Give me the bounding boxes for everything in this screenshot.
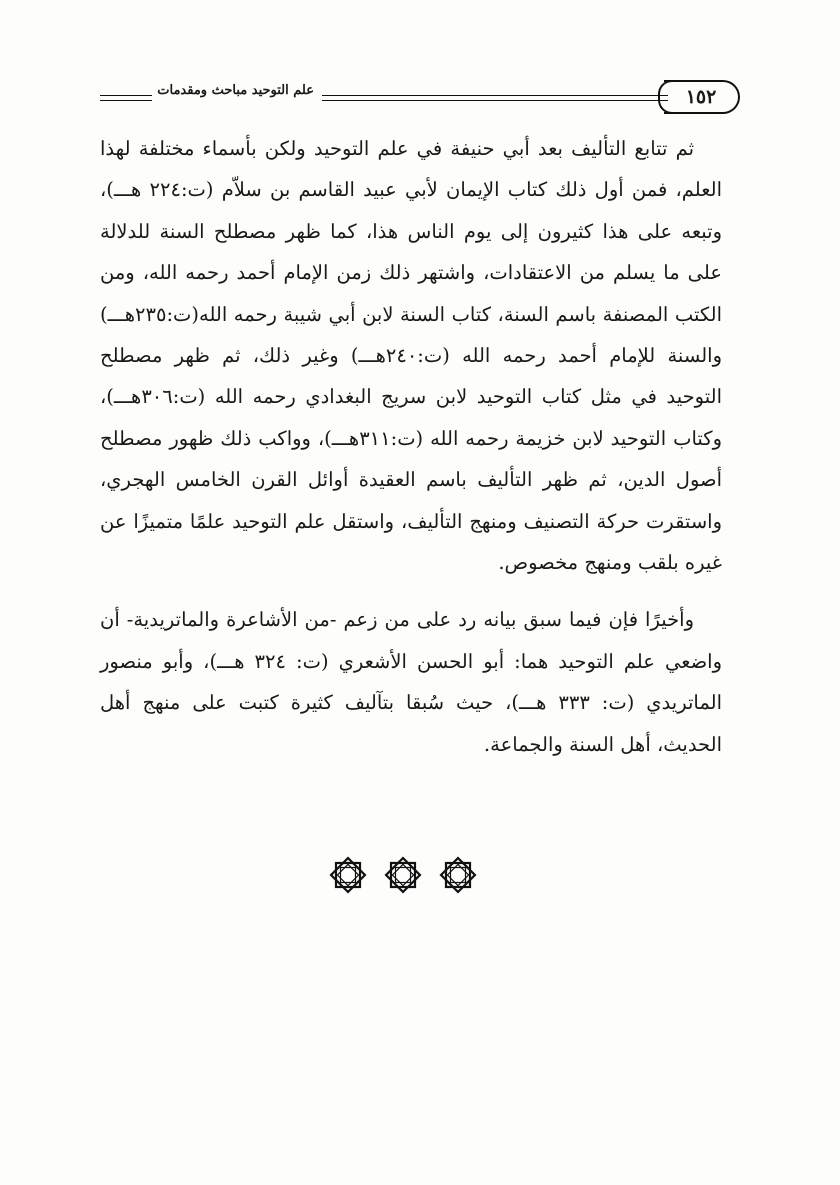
section-end-ornament	[328, 852, 478, 898]
eight-point-star-icon	[328, 855, 368, 895]
eight-point-star-icon	[383, 855, 423, 895]
body-text	[100, 128, 722, 765]
eight-point-star-icon	[438, 855, 478, 895]
header-rule	[322, 95, 668, 101]
running-title: علم التوحيد مباحث ومقدمات	[157, 83, 314, 98]
page-number: ١٥٢	[664, 80, 740, 114]
header-rule-short	[100, 95, 152, 101]
paragraph: ثم تتابع التأليف بعد أبي حنيفة في علم التوحيد ولكن بأسماء مختلفة لهذا العلم، فمن أول ذلك كتاب الإيمان لأبي عبيد القاسم بن سلاّم (ت:٢٢٤ هـــ)، وتبعه على هذا كثيرون إلى يوم الناس هذا، كما ظهر مصطلح السنة للدلالة على ما يسلم من الاعتقادات، واشتهر ذلك زمن الإمام أحمد رحمه الله، ومن الكتب المصنفة باسم السنة، كتاب السنة لابن أبي شيبة رحمه الله(ت:٢٣٥هـــ) والسنة للإمام أحمد رحمه الله (ت:٢٤٠هـــ) وغير ذلك، ثم ظهر مصطلح التوحيد في مثل كتاب التوحيد لابن سريج البغدادي رحمه الله (ت:٣٠٦هـــ)، وكتاب التوحيد لابن خزيمة رحمه الله (ت:٣١١هـــ)، وواكب ذلك ظهور مصطلح أصول الدين، ثم ظهر التأليف باسم العقيدة أوائل القرن الخامس الهجري، واستقرت حركة التصنيف ومنهج التأليف، واستقل علم التوحيد علمًا متميزًا عن غيره بلقب ومنهج مخصوص.	[100, 137, 723, 575]
page-header	[100, 80, 740, 120]
paragraph: وأخيرًا فإن فيما سبق بيانه رد على من زعم -من الأشاعرة والماتريدية- أن واضعي علم التوحيد هما: أبو الحسن الأشعري (ت: ٣٢٤ هـــ)، وأبو منصور الماتريدي (ت: ٣٣٣ هـــ)، حيث سُبقا بتآليف كثيرة كتبت على منهج أهل الحديث، أهل السنة والجماعة.	[100, 608, 723, 756]
